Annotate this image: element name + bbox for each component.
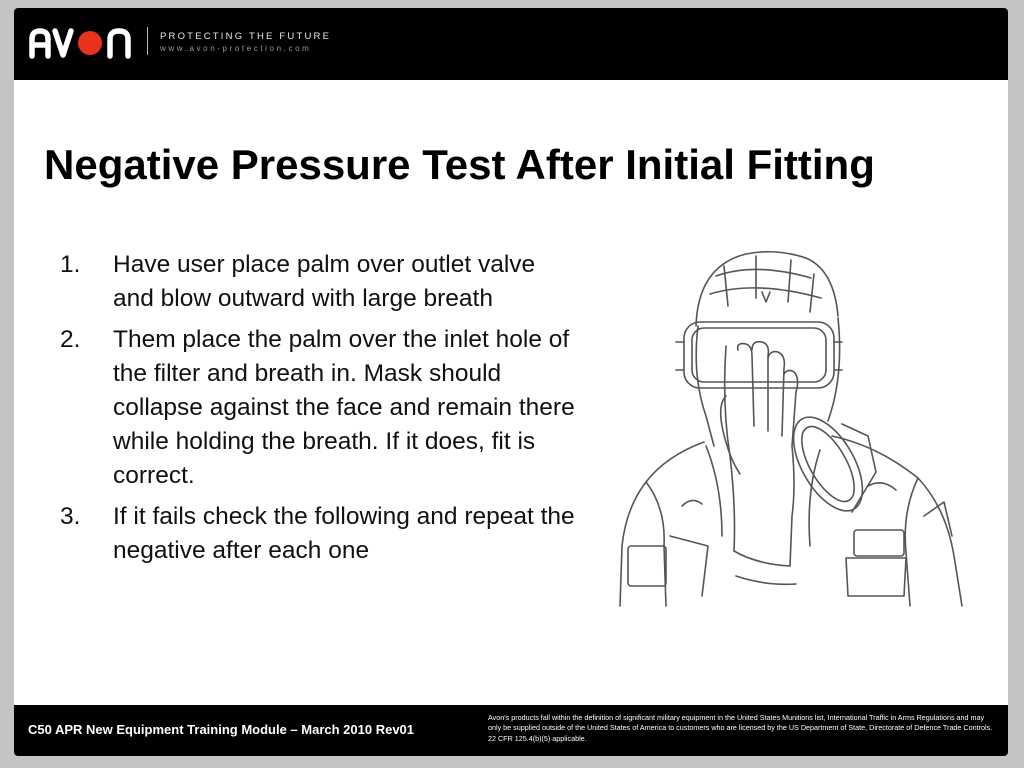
footer-bar xyxy=(14,705,1008,756)
slide-title: Negative Pressure Test After Initial Fitting xyxy=(44,141,875,188)
list-number: 3. xyxy=(60,503,81,530)
list-number: 2. xyxy=(60,326,81,353)
list-item xyxy=(60,248,580,316)
list-text: If it fails check the following and repeat the negative after each one xyxy=(113,503,575,564)
brand-tagline: PROTECTING THE FUTURE xyxy=(160,31,332,42)
slide xyxy=(14,8,1008,756)
logo-divider xyxy=(147,27,148,55)
list-text: Have user place palm over outlet valve and blow outward with large breath xyxy=(113,251,536,312)
list-item xyxy=(60,500,580,568)
list-number: 1. xyxy=(60,251,81,278)
footer-title: C50 APR New Equipment Training Module – March 2010 Rev01 xyxy=(28,722,415,737)
list-item xyxy=(60,323,580,493)
instruction-list xyxy=(60,248,580,575)
avon-logo xyxy=(28,26,140,60)
gas-mask-illustration xyxy=(606,246,978,608)
website-link[interactable]: www.avon-protection.com xyxy=(160,44,312,53)
list-text: Them place the palm over the inlet hole of the filter and breath in. Mask should collapse against the face and remain there while holding the breath. If it does, fit is correct. xyxy=(113,326,575,489)
header-bar xyxy=(14,8,1008,80)
footer-disclaimer: Avon's products fall within the definition of significant military equipment in the United States Munitions list, International Traffic in Arms Regulations and may only be supplied outside of the United States of America to customers who are licensed by the US Department of State, Directorate of Defence Trade Controls. 22 CFR 125.4(b)(5) applicable. xyxy=(488,713,993,743)
